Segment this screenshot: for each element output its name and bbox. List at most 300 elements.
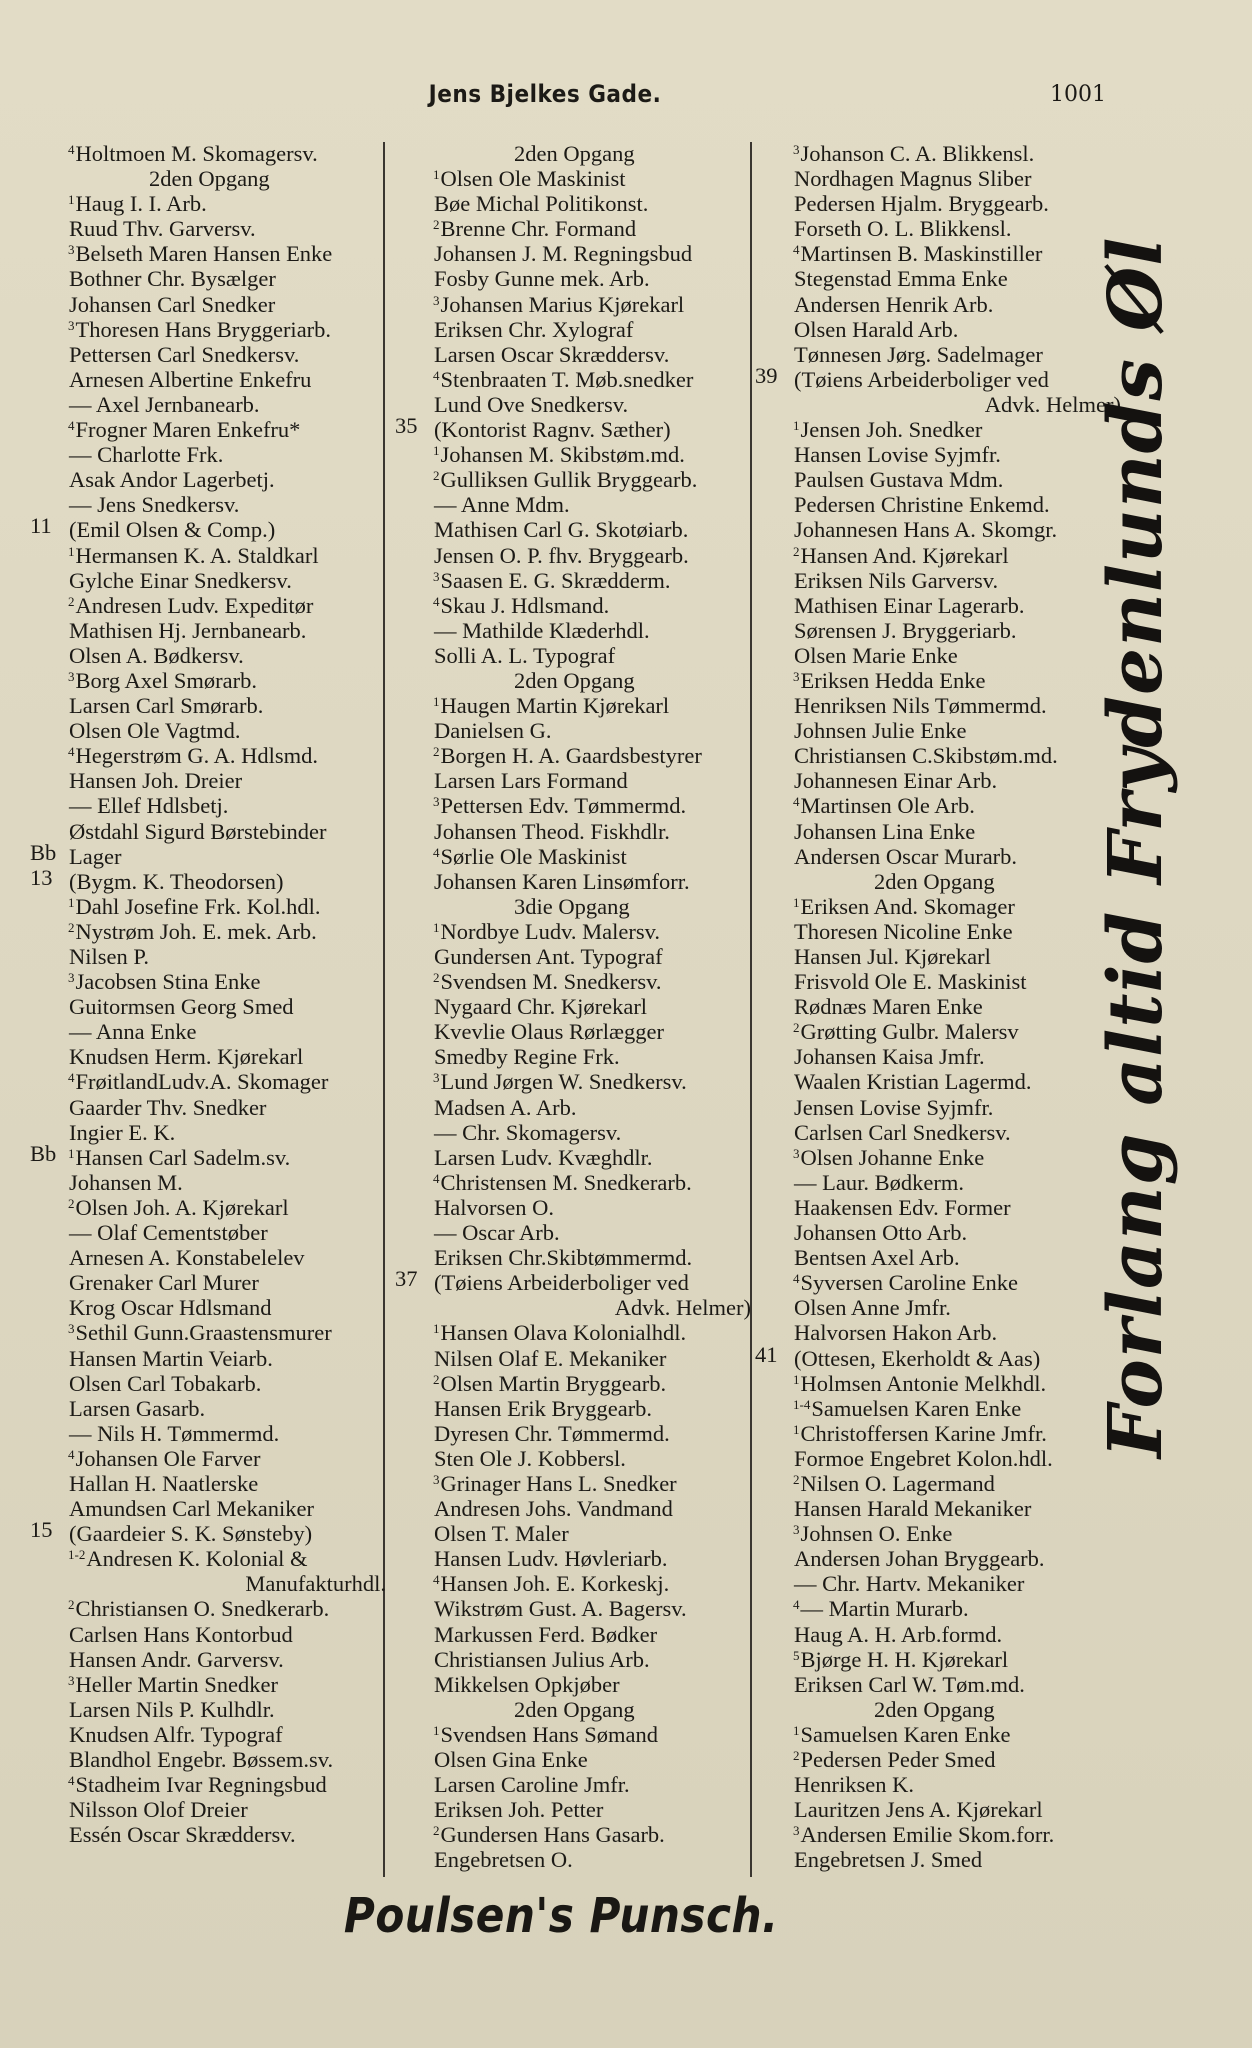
- directory-entry: [755, 413, 1125, 443]
- resident-text: Gundersen Hans Gasarb.: [440, 1822, 665, 1848]
- resident-text: Martinsen B. Maskinstiller: [800, 241, 1043, 267]
- floor-marker: 1: [793, 1371, 800, 1387]
- directory-entry: [755, 1341, 1125, 1371]
- directory-entry: [30, 1191, 390, 1220]
- directory-entry: [755, 1542, 1125, 1572]
- resident-text: Andresen Johs. Vandmand: [434, 1496, 673, 1522]
- resident-text: Johansen M. Skibstøm.md.: [440, 442, 685, 468]
- resident-text: Olsen Johanne Enke: [800, 1144, 985, 1170]
- directory-entry: [30, 539, 390, 568]
- resident-text: Frogner Maren Enkefru*: [75, 417, 301, 443]
- resident-text: Blandhol Engebr. Bøssem.sv.: [69, 1747, 334, 1772]
- resident-text: 2den Opgang: [149, 166, 270, 192]
- directory-entry: [395, 1618, 755, 1647]
- resident-text: Johansen M.: [69, 1169, 183, 1195]
- resident-text: Johansen Kaisa Jmfr.: [794, 1044, 985, 1070]
- directory-entry: [30, 1091, 390, 1120]
- directory-entry: [30, 689, 390, 719]
- footer-advertisement: Poulsen's Punsch.: [343, 1888, 779, 1944]
- resident-text: Mathisen Carl G. Skotøiarb.: [434, 517, 689, 543]
- resident-text: Olsen Joh. A. Kjørekarl: [75, 1194, 289, 1220]
- directory-entry: [755, 1141, 1125, 1170]
- directory-entry: [30, 890, 390, 919]
- resident-text: Pedersen Christine Enkemd.: [794, 492, 1050, 518]
- directory-entry: [30, 1417, 390, 1446]
- directory-entry: [755, 1015, 1125, 1045]
- directory-entry: [755, 1693, 1125, 1722]
- directory-entry: [30, 388, 390, 417]
- floor-marker: 2: [68, 593, 75, 609]
- directory-entry: [395, 1743, 755, 1772]
- directory-entry: [755, 1668, 1125, 1697]
- resident-text: Johansen Ole Farver: [75, 1445, 261, 1471]
- directory-entry: [395, 237, 755, 267]
- resident-text: Haugen Martin Kjørekarl: [440, 693, 670, 719]
- directory-entry: [395, 187, 755, 217]
- resident-text: Paulsen Gustava Mdm.: [794, 467, 1004, 493]
- resident-text: Madsen A. Arb.: [434, 1094, 577, 1120]
- directory-entry: [395, 1316, 755, 1346]
- resident-text: Christensen M. Snedkerarb.: [440, 1169, 692, 1195]
- directory-entry: [755, 1718, 1125, 1747]
- resident-text: Engebretsen J. Smed: [794, 1847, 983, 1873]
- directory-entry: [395, 363, 755, 392]
- floor-marker: 3: [68, 242, 75, 258]
- resident-text: Haakensen Edv. Former: [794, 1194, 1011, 1220]
- directory-entry: [30, 1693, 390, 1722]
- resident-text: Mathisen Hj. Jernbanearb.: [69, 617, 307, 643]
- resident-text: Hansen Andr. Garversv.: [69, 1646, 284, 1672]
- resident-text: Advk. Helmer): [984, 391, 1121, 417]
- house-number: 15: [30, 1517, 53, 1543]
- resident-text: — Nils H. Tømmermd.: [69, 1420, 280, 1446]
- resident-text: Thoresen Nicoline Enke: [794, 918, 1013, 944]
- directory-entry: [755, 463, 1125, 493]
- directory-entry: [30, 1166, 390, 1195]
- directory-entry: [395, 137, 755, 166]
- floor-marker: 3: [433, 794, 440, 810]
- floor-marker: 4: [793, 1271, 800, 1287]
- directory-entry: [30, 237, 390, 267]
- directory-entry: [395, 739, 755, 769]
- house-number: 13: [30, 864, 53, 890]
- directory-entry: [30, 614, 390, 643]
- resident-text: Eriksen Joh. Petter: [434, 1797, 604, 1823]
- directory-entry: [755, 990, 1125, 1020]
- resident-text: Olsen A. Bødkersv.: [69, 642, 244, 668]
- floor-marker: 2: [793, 1748, 800, 1763]
- resident-text: Hansen Lovise Syjmfr.: [794, 442, 1001, 468]
- house-number: Bb: [30, 839, 57, 865]
- resident-text: Larsen Ludv. Kvæghdlr.: [434, 1144, 653, 1170]
- directory-entry: [395, 1141, 755, 1170]
- resident-text: Grøtting Gulbr. Malersv: [800, 1019, 1019, 1045]
- floor-marker: 2: [793, 1471, 800, 1487]
- floor-marker: 3: [793, 1145, 800, 1161]
- directory-entry: [755, 488, 1125, 518]
- directory-entry: [30, 714, 390, 744]
- directory-entry: [30, 990, 390, 1020]
- resident-text: Gulliksen Gullik Bryggearb.: [440, 467, 698, 493]
- resident-text: Johnsen Julie Enke: [794, 718, 967, 744]
- resident-text: Johansen Otto Arb.: [794, 1220, 968, 1246]
- directory-entry: [30, 1668, 390, 1697]
- directory-entry: [755, 840, 1125, 869]
- resident-text: Hansen Joh. Dreier: [69, 768, 243, 794]
- floor-marker: 3: [68, 1672, 75, 1688]
- resident-text: (Tøiens Arbeiderboliger ved: [434, 1270, 689, 1296]
- directory-entry: [395, 1643, 755, 1672]
- directory-entry: [395, 990, 755, 1020]
- directory-entry: [755, 614, 1125, 643]
- directory-entry: [755, 1492, 1125, 1522]
- directory-entry: [755, 1216, 1125, 1246]
- directory-entry: [30, 413, 390, 443]
- resident-text: Johansen Karen Linsømforr.: [434, 868, 690, 894]
- resident-text: Johansen Carl Snedker: [69, 291, 276, 317]
- house-number: 11: [30, 513, 52, 539]
- directory-entry: [395, 1492, 755, 1522]
- directory-entry: [395, 815, 755, 844]
- resident-text: Jensen Lovise Syjmfr.: [794, 1094, 994, 1120]
- directory-entry: [30, 1216, 390, 1246]
- resident-text: Johansen J. M. Regningsbud: [434, 241, 693, 267]
- directory-entry: [30, 363, 390, 392]
- floor-marker: 3: [433, 292, 440, 308]
- resident-text: Krog Oscar Hdlsmand: [69, 1295, 272, 1321]
- directory-entry: [755, 1618, 1125, 1647]
- resident-text: Advk. Helmer): [614, 1295, 751, 1321]
- resident-text: Nilsen O. Lagermand: [800, 1470, 995, 1496]
- resident-text: Dahl Josefine Frk. Kol.hdl.: [75, 893, 321, 919]
- directory-entry: [755, 1818, 1125, 1848]
- resident-text: Johansen Theod. Fiskhdlr.: [434, 818, 670, 844]
- resident-text: Sørlie Ole Maskinist: [440, 843, 627, 869]
- resident-text: — Laur. Bødkerm.: [794, 1169, 964, 1195]
- resident-text: Ruud Thv. Garversv.: [69, 216, 256, 242]
- floor-marker: 3: [433, 1471, 440, 1487]
- floor-marker: 2: [68, 919, 75, 935]
- resident-text: Arnesen A. Konstabelelev: [69, 1245, 305, 1271]
- directory-entry: [395, 1442, 755, 1471]
- resident-text: Formoe Engebret Kolon.hdl.: [794, 1445, 1053, 1471]
- directory-entry: [755, 288, 1125, 317]
- directory-entry: [395, 890, 755, 919]
- directory-column-3: [755, 137, 1125, 1873]
- resident-text: Olsen Anne Jmfr.: [794, 1295, 951, 1321]
- resident-text: — Charlotte Frk.: [69, 442, 224, 468]
- directory-entry: [395, 564, 755, 593]
- directory-entry: [395, 1015, 755, 1045]
- directory-entry: [755, 890, 1125, 919]
- directory-entry: [30, 1618, 390, 1647]
- resident-text: Larsen Carl Smørarb.: [69, 693, 264, 719]
- directory-entry: [30, 1015, 390, 1045]
- directory-entry: [395, 865, 755, 894]
- directory-entry: [30, 739, 390, 769]
- directory-entry: [395, 1693, 755, 1722]
- resident-text: Carlsen Hans Kontorbud: [69, 1621, 293, 1647]
- directory-entry: [755, 1843, 1125, 1873]
- resident-text: 2den Opgang: [514, 141, 635, 166]
- resident-text: Eriksen Carl W. Tøm.md.: [794, 1671, 1025, 1697]
- directory-entry: [30, 839, 390, 869]
- floor-marker: 4: [433, 593, 440, 609]
- directory-entry: [30, 589, 390, 618]
- floor-marker: 4: [68, 418, 75, 434]
- directory-entry: [755, 362, 1125, 392]
- directory-entry: [30, 1392, 390, 1421]
- resident-text: Haug A. H. Arb.formd.: [794, 1621, 1003, 1647]
- directory-entry: [30, 1793, 390, 1823]
- resident-text: Nordbye Ludv. Malersv.: [440, 918, 661, 944]
- directory-entry: [395, 1718, 755, 1747]
- directory-entry: [395, 1040, 755, 1070]
- resident-text: Lager: [69, 843, 122, 869]
- resident-text: Martinsen Ole Arb.: [800, 793, 975, 819]
- house-number: 37: [395, 1266, 418, 1292]
- directory-entry: [30, 915, 390, 944]
- resident-text: Johannesen Einar Arb.: [794, 768, 998, 794]
- directory-entry: [755, 1517, 1125, 1547]
- directory-entry: [755, 137, 1125, 166]
- resident-text: Andersen Oscar Murarb.: [794, 843, 1018, 869]
- resident-text: Knudsen Alfr. Typograf: [69, 1721, 283, 1747]
- floor-marker: 4: [433, 844, 440, 860]
- resident-text: Hansen Martin Veiarb.: [69, 1345, 273, 1371]
- directory-entry: [755, 1316, 1125, 1346]
- resident-text: Nilsen P.: [69, 944, 150, 969]
- directory-entry: [395, 288, 755, 317]
- resident-text: Thoresen Hans Bryggeriarb.: [75, 316, 332, 342]
- directory-entry: [755, 1166, 1125, 1195]
- resident-text: Danielsen G.: [434, 718, 552, 744]
- directory-entry: [395, 212, 755, 242]
- directory-entry: [395, 1216, 755, 1246]
- directory-entry: [30, 1643, 390, 1672]
- street-heading: Jens Bjelkes Gade.: [428, 80, 662, 108]
- resident-text: Eriksen Chr. Xylograf: [434, 316, 634, 342]
- resident-text: — Olaf Cementstøber: [69, 1220, 268, 1246]
- resident-text: — Ellef Hdlsbetj.: [69, 793, 229, 819]
- resident-text: Pettersen Carl Snedkersv.: [69, 341, 300, 367]
- directory-entry: [30, 1291, 390, 1321]
- resident-text: Eriksen Nils Garversv.: [794, 567, 999, 593]
- directory-entry: [755, 689, 1125, 719]
- resident-text: Olsen Gina Enke: [434, 1747, 588, 1772]
- directory-entry: [30, 864, 390, 894]
- directory-entry: [30, 1768, 390, 1798]
- resident-text: Jensen O. P. fhv. Bryggearb.: [434, 542, 689, 568]
- resident-text: Hansen Joh. E. Korkeskj.: [440, 1571, 670, 1597]
- directory-entry: [755, 1241, 1125, 1271]
- floor-marker: 1: [433, 167, 440, 183]
- resident-text: Tønnesen Jørg. Sadelmager: [794, 341, 1043, 367]
- page-number: 1001: [1050, 82, 1106, 107]
- resident-text: Johannesen Hans A. Skomgr.: [794, 517, 1058, 543]
- resident-text: Holtmoen M. Skomagersv.: [75, 141, 318, 166]
- directory-entry: [30, 1316, 390, 1346]
- resident-text: Heller Martin Snedker: [75, 1671, 278, 1697]
- resident-text: Belseth Maren Hansen Enke: [75, 241, 333, 267]
- resident-text: Hansen Olava Kolonialhdl.: [440, 1320, 687, 1346]
- directory-entry: [755, 438, 1125, 468]
- resident-text: Forseth O. L. Blikkensl.: [794, 216, 1012, 242]
- resident-text: Mikkelsen Opkjøber: [434, 1671, 620, 1697]
- resident-text: Sten Ole J. Kobbersl.: [434, 1445, 626, 1471]
- resident-text: Eriksen Chr.Skibtømmermd.: [434, 1245, 693, 1271]
- resident-text: Gaarder Thv. Snedker: [69, 1094, 267, 1120]
- directory-entry: [395, 313, 755, 342]
- resident-text: — Martin Murarb.: [800, 1596, 969, 1622]
- resident-text: Knudsen Herm. Kjørekarl: [69, 1044, 304, 1070]
- directory-entry: [755, 162, 1125, 192]
- directory-entry: [395, 1191, 755, 1220]
- directory-entry: [395, 664, 755, 693]
- resident-text: Christiansen O. Snedkerarb.: [75, 1596, 330, 1622]
- resident-text: Nilsson Olof Dreier: [69, 1797, 248, 1823]
- directory-entry: [755, 212, 1125, 242]
- resident-text: Christiansen C.Skibstøm.md.: [794, 743, 1058, 769]
- directory-entry: [755, 739, 1125, 769]
- directory-entry: [395, 764, 755, 794]
- directory-entry: [395, 1291, 755, 1321]
- directory-entry: [30, 463, 390, 493]
- directory-entry: [755, 589, 1125, 618]
- directory-entry: [30, 664, 390, 693]
- resident-text: Asak Andor Lagerbetj.: [69, 467, 275, 493]
- directory-entry: [30, 1140, 390, 1170]
- directory-entry: [30, 1342, 390, 1371]
- directory-column-1: [30, 137, 390, 1848]
- directory-entry: [755, 1743, 1125, 1772]
- directory-entry: [395, 413, 755, 443]
- floor-marker: 2: [793, 1020, 800, 1036]
- resident-text: Bjørge H. H. Kjørekarl: [800, 1646, 1009, 1672]
- floor-marker: 2: [68, 1597, 75, 1613]
- directory-entry: [755, 1392, 1125, 1421]
- directory-entry: [395, 262, 755, 292]
- directory-entry: [395, 1768, 755, 1798]
- floor-marker: 1: [68, 894, 75, 910]
- floor-marker: 3: [433, 568, 440, 584]
- resident-text: Nilsen Olaf E. Mekaniker: [434, 1345, 667, 1371]
- directory-entry: [30, 438, 390, 468]
- resident-text: Olsen Ole Maskinist: [440, 166, 626, 192]
- resident-text: Borg Axel Smørarb.: [75, 667, 257, 693]
- directory-entry: [395, 1266, 755, 1296]
- directory-entry: [755, 865, 1125, 894]
- directory-entry: [755, 1191, 1125, 1220]
- floor-marker: 4: [68, 1446, 75, 1462]
- floor-marker: 3: [68, 970, 75, 986]
- resident-text: Halvorsen Hakon Arb.: [794, 1320, 998, 1346]
- resident-text: Pedersen Peder Smed: [800, 1747, 996, 1772]
- resident-text: Hansen Harald Mekaniker: [794, 1496, 1032, 1522]
- directory-entry: [395, 1392, 755, 1421]
- resident-text: Stadheim Ivar Regningsbud: [75, 1772, 327, 1798]
- directory-entry: [755, 664, 1125, 693]
- floor-marker: 3: [793, 142, 800, 157]
- directory-entry: [395, 1166, 755, 1195]
- floor-marker: 3: [68, 1321, 75, 1337]
- resident-text: (Ottesen, Ekerholdt & Aas): [794, 1345, 1041, 1371]
- floor-marker: 1: [68, 543, 75, 559]
- resident-text: Jacobsen Stina Enke: [75, 969, 261, 995]
- directory-entry: [755, 1567, 1125, 1597]
- floor-marker: 4: [68, 1773, 75, 1789]
- floor-marker: 1: [793, 1421, 800, 1437]
- resident-text: — Oscar Arb.: [434, 1220, 560, 1246]
- resident-text: Markussen Ferd. Bødker: [434, 1621, 658, 1647]
- directory-entry: [30, 965, 390, 995]
- floor-marker: 4: [793, 242, 800, 258]
- house-number: Bb: [30, 1140, 57, 1166]
- directory-entry: [755, 1266, 1125, 1296]
- directory-entry: [395, 388, 755, 417]
- floor-marker: 4: [793, 1597, 800, 1613]
- directory-entry: [30, 1718, 390, 1747]
- resident-text: Manufakturhdl.: [245, 1571, 386, 1597]
- directory-entry: [395, 1241, 755, 1271]
- floor-marker: 4: [68, 744, 75, 760]
- resident-text: Hansen Carl Sadelm.sv.: [75, 1144, 291, 1170]
- resident-text: Ingier E. K.: [69, 1119, 176, 1145]
- directory-entry: [755, 714, 1125, 744]
- directory-entry: [30, 1367, 390, 1396]
- resident-text: Gundersen Ant. Typograf: [434, 944, 663, 969]
- directory-entry: [30, 1065, 390, 1095]
- directory-entry: [30, 564, 390, 593]
- directory-entry: [755, 764, 1125, 794]
- floor-marker: 3: [793, 668, 800, 684]
- resident-text: Hegerstrøm G. A. Hdlsmd.: [75, 743, 318, 769]
- floor-marker: 2: [433, 744, 440, 760]
- floor-marker: 4: [433, 1170, 440, 1186]
- directory-entry: [395, 639, 755, 668]
- resident-text: Guitormsen Georg Smed: [69, 994, 294, 1020]
- directory-entry: [30, 1567, 390, 1597]
- directory-entry: [395, 915, 755, 944]
- floor-marker: 1: [68, 192, 75, 208]
- directory-entry: [395, 1517, 755, 1547]
- directory-entry: [395, 338, 755, 367]
- directory-entry: [755, 1768, 1125, 1798]
- directory-entry: [395, 840, 755, 869]
- directory-entry: [755, 1040, 1125, 1070]
- directory-entry: [30, 1266, 390, 1296]
- resident-text: Larsen Caroline Jmfr.: [434, 1772, 630, 1798]
- resident-text: Bothner Chr. Bysælger: [69, 266, 276, 292]
- floor-marker: 2: [68, 1195, 75, 1211]
- floor-marker: 1: [68, 1145, 75, 1161]
- directory-entry: [395, 714, 755, 744]
- floor-marker: 2: [793, 543, 800, 559]
- resident-text: Eriksen And. Skomager: [800, 893, 1015, 919]
- directory-entry: [395, 1342, 755, 1371]
- resident-text: Haug I. I. Arb.: [75, 191, 207, 217]
- directory-entry: [395, 965, 755, 995]
- directory-entry: [30, 940, 390, 969]
- side-advertisement: Forlang altid Frydenlunds Øl: [1093, 236, 1179, 1458]
- resident-text: Gylche Einar Snedkersv.: [69, 567, 292, 593]
- resident-text: 2den Opgang: [874, 868, 995, 894]
- resident-text: Mathisen Einar Lagerarb.: [794, 592, 1025, 618]
- resident-text: Kvevlie Olaus Rørlægger: [434, 1019, 664, 1045]
- directory-entry: [755, 815, 1125, 844]
- directory-entry: [30, 1241, 390, 1271]
- directory-entry: [755, 915, 1125, 944]
